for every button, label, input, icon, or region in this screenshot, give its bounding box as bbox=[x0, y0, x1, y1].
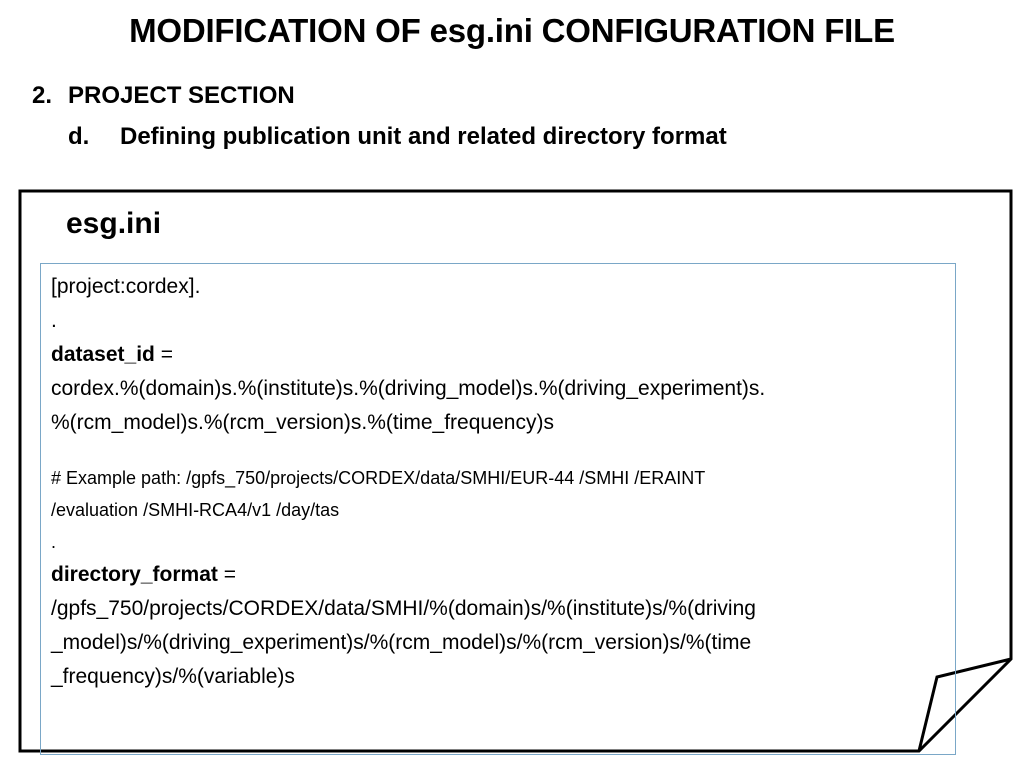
ellipsis-dot: . bbox=[51, 532, 57, 552]
subsection-letter: d. bbox=[68, 123, 90, 150]
example-path-comment-2: /evaluation /SMHI-RCA4/v1 /day/tas bbox=[51, 500, 340, 520]
section-label: PROJECT SECTION bbox=[68, 82, 295, 109]
example-path-comment-1: # Example path: /gpfs_750/projects/CORDEX/data/SMHI/EUR-44 /SMHI /ERAINT bbox=[51, 468, 706, 488]
directory-format-value-1: /gpfs_750/projects/CORDEX/data/SMHI/%(domain)s/%(institute)s/%(driving bbox=[51, 597, 756, 620]
slide-title: MODIFICATION OF esg.ini CONFIGURATION FILE bbox=[129, 12, 895, 49]
dataset-id-value-2: %(rcm_model)s.%(rcm_version)s.%(time_frequency)s bbox=[51, 411, 554, 434]
file-content bbox=[51, 270, 951, 694]
dataset-id-equals: = bbox=[154, 343, 173, 366]
directory-format-value-3: _frequency)s/%(variable)s bbox=[51, 665, 295, 688]
directory-format-equals: = bbox=[217, 563, 236, 586]
dataset-id-line bbox=[51, 338, 951, 372]
blank-line bbox=[51, 440, 951, 462]
subsection-label: Defining publication unit and related directory format bbox=[120, 123, 727, 150]
directory-format-line bbox=[51, 558, 951, 592]
ellipsis-dot: . bbox=[51, 309, 57, 332]
directory-format-value-2: _model)s/%(driving_experiment)s/%(rcm_model)s/%(rcm_version)s/%(time bbox=[51, 631, 752, 654]
project-header-line: [project:cordex]. bbox=[51, 275, 201, 298]
directory-format-key: directory_format bbox=[51, 563, 218, 586]
dataset-id-value-1: cordex.%(domain)s.%(institute)s.%(driving_model)s.%(driving_experiment)s. bbox=[51, 377, 766, 400]
dataset-id-key: dataset_id bbox=[51, 343, 155, 366]
file-name-label: esg.ini bbox=[66, 207, 162, 240]
section-number: 2. bbox=[32, 82, 53, 109]
